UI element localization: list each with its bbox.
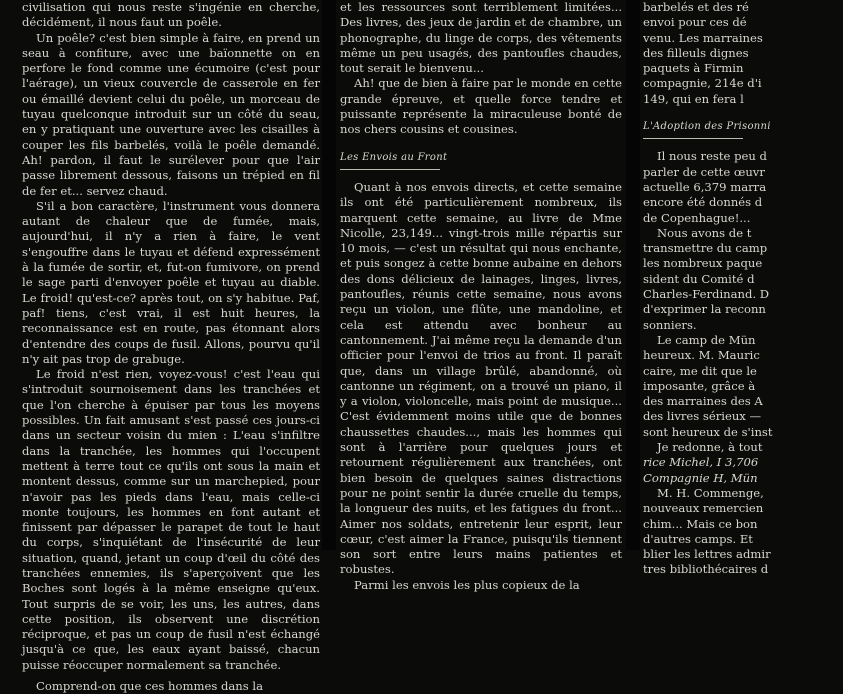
right-line: d'exprimer la reconn — [643, 302, 766, 317]
right-line: Je redonne, à tout — [657, 440, 763, 455]
middle-paragraph-2: Ah! que de bien à faire par le monde en cette grande épreuve, et quelle force tendre et puissante représente la miraculeuse bonté de nos chers cousins et cousines. — [340, 76, 622, 137]
middle-column — [340, 0, 622, 592]
right-line: rice Michel, I 3,706 — [643, 455, 759, 470]
right-line: actuelle 6,379 marra — [643, 179, 767, 194]
heading-rule — [643, 138, 743, 139]
right-column — [643, 0, 843, 577]
right-line: Il nous reste peu d — [657, 149, 767, 164]
right-line: paquets à Firmin — [643, 61, 744, 76]
right-line: des marraines des A — [643, 394, 763, 409]
middle-paragraph-3: Quant à nos envois directs, et cette semaine ils ont été particulièrement nombreux, ils marquent cette semaine, au livre de Mme Nicolle, 23,149... vingt-trois mille répartis sur 10 mois, — c'est un résultat qui nous enchante, et puis songez à cette bonne aubaine en dehors des dons délicieux de lainages, linges, livres, pantoufles, réunis cette semaine, nous avons reçu un violon, une flûte, une mandoline, et cela est attendu avec bonheur au cantonnement. J'ai même reçu la demande d'un officier pour l'envoi de trios au front. Il paraît que, dans un village brûlé, abandonné, où cantonne un régiment, on a trouvé un piano, il y a violon, violoncelle, mais point de musique... C'est évidemment moins utile que de bonnes chaussettes chaudes..., mais les hommes qui sont à l'arrière pour quelques jours et retournent régulièrement aux tranchées, ont bien besoin de quelques saines distractions pour ne point sentir la durée cruelle du temps, la longueur des nuits, et les fatigues du front... Aimer nos soldats, entretenir leur esprit, leur cœur, c'est aimer la France, puisqu'ils tiennent son sort entre leurs mains patientes et robustes. — [340, 179, 622, 577]
right-line: Nous avons de t — [657, 225, 752, 240]
heading-rule — [340, 169, 440, 170]
middle-paragraph-1: et les ressources sont terriblement limitées... Des livres, des jeux de jardin et de chambre, un phonographe, du linge de corps, des vêtements même un peu usagés, des pantoufles chaudes, tout serait le bienvenu... — [340, 0, 622, 76]
left-paragraph-2: Un poêle? c'est bien simple à faire, en prend un seau à confiture, avec une baïonnette on en perfore le fond comme une écumoire (c'est pour l'aérage), un vieux couvercle de casserole en fer ou émaillé devient celui du poêle, un morceau de tuyau quelconque introduit sur un côté du seau, en y pratiquant une ouverture avec les cisailles à couper les fils barbelés, voilà le poêle demandé. Ah! pardon, il faut le surélever pour que l'air passe librement dessous, faisons un trépied en fil de fer et... servez chaud. — [22, 30, 320, 198]
right-line: nouveaux remercien — [643, 501, 764, 516]
right-line: sont heureux de s'inst — [643, 424, 773, 439]
right-line: Le camp de Mün — [657, 332, 756, 347]
section-heading-adoption: L'Adoption des Prisonni — [643, 121, 771, 133]
right-line: Compagnie H, Mün — [643, 470, 758, 485]
right-line: 149, qui en fera l — [643, 91, 744, 106]
right-line: les nombreux paque — [643, 256, 763, 271]
right-line: blier les lettres admir — [643, 547, 771, 562]
paragraph-spacer — [340, 138, 622, 144]
left-column — [22, 0, 320, 694]
right-line: sonniers. — [643, 317, 697, 332]
right-line: imposante, grâce à — [643, 378, 756, 393]
right-line: compagnie, 214e d'i — [643, 76, 762, 91]
right-line: d'autres camps. Et — [643, 531, 753, 546]
right-line: des filleuls dignes — [643, 45, 749, 60]
right-line: chim... Mais ce bon — [643, 516, 758, 531]
right-line: barbelés et des ré — [643, 0, 749, 14]
middle-paragraph-4: Parmi les envois les plus copieux de la — [354, 577, 580, 592]
right-line: envoi pour ces dé — [643, 15, 747, 30]
right-line: heureux. M. Mauric — [643, 348, 760, 363]
left-paragraph-5: Comprend-on que ces hommes dans la — [36, 679, 264, 694]
right-line: sident du Comité d — [643, 271, 755, 286]
right-line: venu. Les marraines — [643, 30, 763, 45]
right-line: encore été donnés d — [643, 195, 763, 210]
right-line: tres bibliothécaires d — [643, 562, 769, 577]
section-heading-envois: Les Envois au Front — [340, 151, 448, 163]
left-paragraph-3: S'il a bon caractère, l'instrument vous donnera autant de chaleur que de fumée, mais, aujourd'hui, il n'y a rien à faire, le vent s'engouffre dans le tuyau et défend expressément à la fumée de sortir, et, fut-on fumivore, on prend le sage parti d'envoyer poêle et tuyau au diable. Le froid! qu'est-ce? après tout, on s'y habitue. Paf, paf! tiens, c'est vrai, il est huit heures, la reconnaissance est en route, pas étonnant alors d'entendre des coups de fusil. Allons, pourvu qu'il n'y ait pas trop de grabuge. — [22, 198, 320, 366]
left-paragraph-1: civilisation qui nous reste s'ingénie en cherche, décidément, il nous faut un poêle. — [22, 0, 320, 30]
right-line: des livres sérieux — — [643, 409, 762, 424]
paragraph-spacer — [643, 107, 843, 113]
column-gutter-left — [322, 0, 336, 550]
right-line: de Copenhague!... — [643, 210, 751, 225]
right-line: transmettre du camp — [643, 241, 768, 256]
left-paragraph-4: Le froid n'est rien, voyez-vous! c'est l'eau qui s'introduit sournoisement dans les tranchées et que l'on cherche à épuiser par tous les moyens possibles. Un fait amusant s'est passé ces jours-ci dans un secteur voisin du mien : L'eau s'infiltre dans la tranchée, les hommes qui l'occupent mettent à terre tout ce qu'ils ont sous la main et montent dessus, comme sur un marchepied, pour n'avoir pas les pieds dans l'eau, mais celle-ci monte toujours, les hommes en font autant et finissent par dépasser le parapet de tout le haut du corps, s'inquiétant de l'insécurité de leur situation, quand, jetant un coup d'œil du côté des tranchées ennemies, ils s'aperçoivent que les Boches sont logés à la même enseigne qu'eux. Tout surpris de se voir, les uns, les autres, dans cette position, ils observent une discrétion réciproque, et pas un coup de fusil n'est échangé jusqu'à ce que, les eaux ayant baissé, chacun puisse réoccuper normalement sa tranchée. — [22, 367, 320, 672]
right-line: Charles-Ferdinand. D — [643, 287, 770, 302]
column-gutter-right — [626, 0, 640, 550]
right-line: parler de cette œuvr — [643, 164, 765, 179]
right-line: M. H. Commenge, — [657, 485, 764, 500]
right-line: caire, me dit que le — [643, 363, 757, 378]
